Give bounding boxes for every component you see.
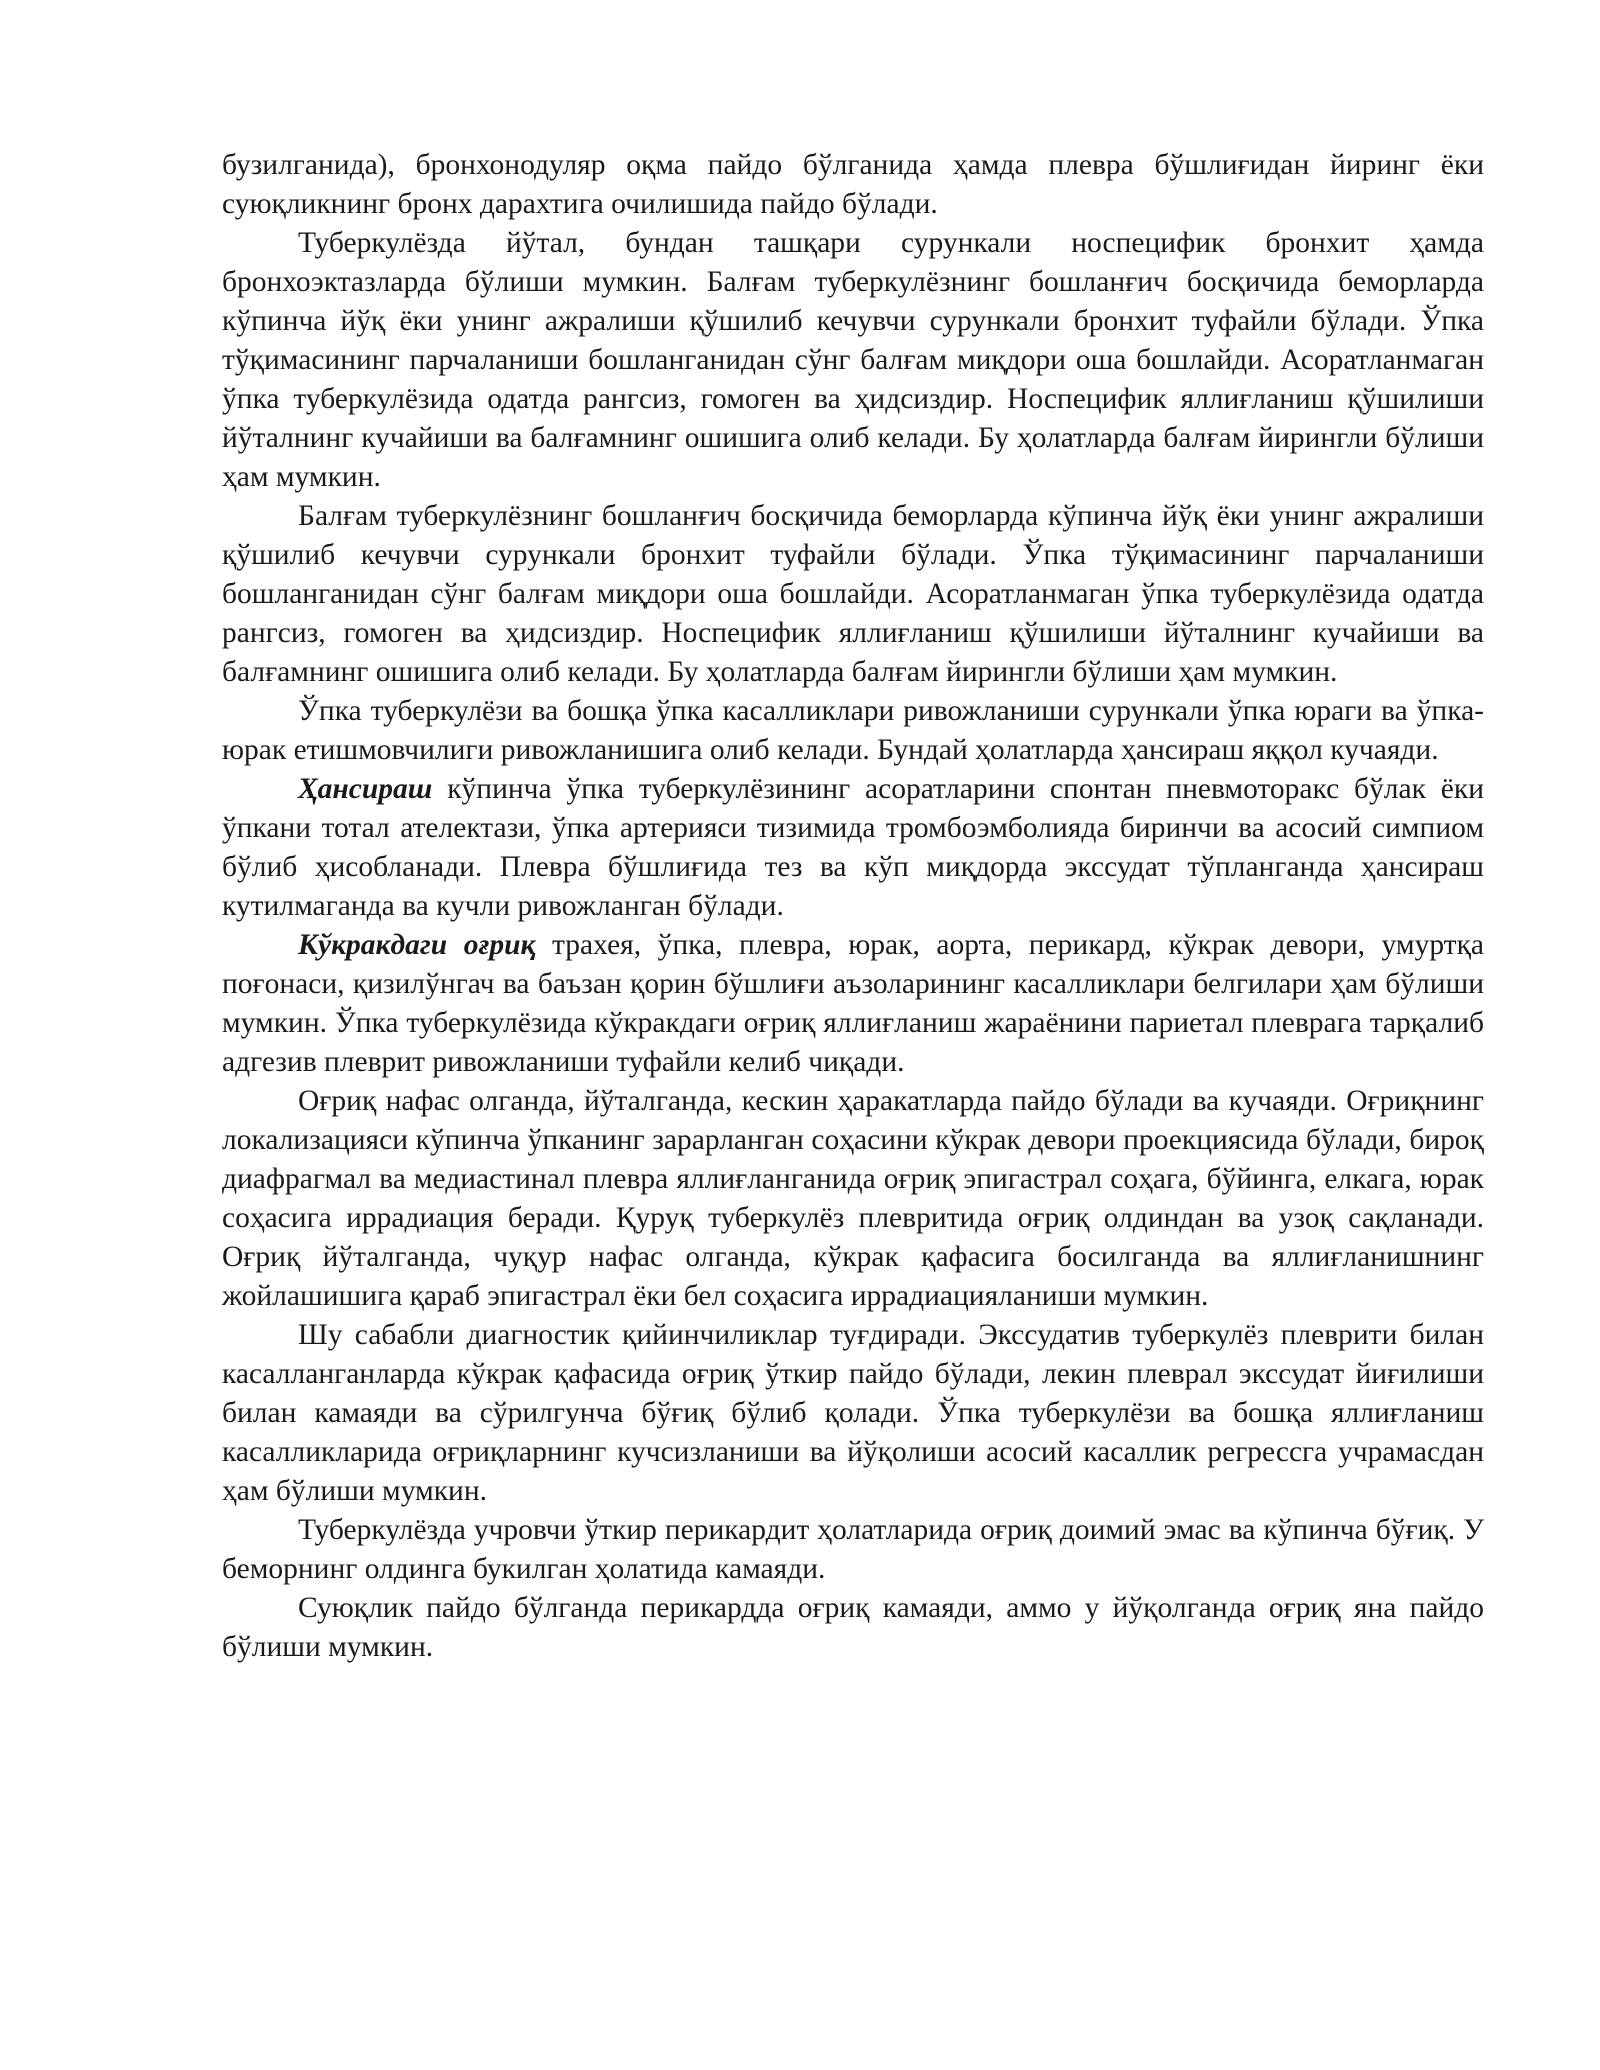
paragraph-text: бузилганида), бронхонодуляр оқма пайдо бўлганида ҳамда плевра бўшлиғидан йиринг ёки суюқликнинг бронх дарахтига очилишида пайдо бўлади. bbox=[222, 149, 1484, 220]
term-heading: Ҳансираш bbox=[298, 773, 433, 805]
paragraph-text: Туберкулёзда йўтал, бундан ташқари сурункали носпецифик бронхит ҳамда бронхоэктазларда бўлиши мумкин. Балғам туберкулёзнинг бошланғич босқичида беморларда кўпинча йўқ ёки унинг ажралиши қўшилиб кечувчи сурункали бронхит туфайли бўлади. Ўпка тўқимасининг парчаланиши бошланганидан сўнг балғам миқдори оша бошлайди. Асоратланмаган ўпка туберкулёзида одатда рангсиз, гомоген ва ҳидсиздир. Носпецифик яллиғланиш қўшилиши йўталнинг кучайиши ва балғамнинг ошишига олиб келади. Бу ҳолатларда балғам йирингли бўлиши ҳам мумкин. bbox=[222, 227, 1484, 493]
paragraph-text: Ўпка туберкулёзи ва бошқа ўпка касалликлари ривожланиши сурункали ўпка юраги ва ўпка-юрак етишмовчилиги ривожланишига олиб келади. Бундай ҳолатларда ҳансираш яққол кучаяди. bbox=[222, 695, 1484, 766]
document-page bbox=[222, 146, 1484, 1667]
paragraph bbox=[222, 224, 1484, 497]
paragraph-text: Суюқлик пайдо бўлганда перикардда оғриқ камаяди, аммо у йўқолганда оғриқ яна пайдо бўлиши мумкин. bbox=[222, 1592, 1484, 1663]
paragraph bbox=[222, 497, 1484, 692]
paragraph bbox=[222, 1589, 1484, 1667]
paragraph-text: Туберкулёзда учровчи ўткир перикардит ҳолатларида оғриқ доимий эмас ва кўпинча бўғиқ. У беморнинг олдинга букилган ҳолатида камаяди. bbox=[222, 1514, 1484, 1585]
paragraph-text: Шу сабабли диагностик қийинчиликлар туғдиради. Экссудатив туберкулёз плеврити билан касалланганларда кўкрак қафасида оғриқ ўткир пайдо бўлади, лекин плеврал экссудат йиғилиши билан камаяди ва сўрилгунча бўғиқ бўлиб қолади. Ўпка туберкулёзи ва бошқа яллиғланиш касалликларида оғриқларнинг кучсизланиши ва йўқолиши асосий касаллик регрессга учрамасдан ҳам бўлиши мумкин. bbox=[222, 1319, 1484, 1507]
term-heading: Кўкракдаги оғриқ bbox=[298, 929, 536, 961]
paragraph bbox=[222, 770, 1484, 926]
paragraph-text: Балғам туберкулёзнинг бошланғич босқичида беморларда кўпинча йўқ ёки унинг ажралиши қўшилиб кечувчи сурункали бронхит туфайли бўлади. Ўпка тўқимасининг парчаланиши бошланганидан сўнг балғам миқдори оша бошлайди. Асоратланмаган ўпка туберкулёзида одатда рангсиз, гомоген ва ҳидсиздир. Носпецифик яллиғланиш қўшилиши йўталнинг кучайиши ва балғамнинг ошишига олиб келади. Бу ҳолатларда балғам йирингли бўлиши ҳам мумкин. bbox=[222, 500, 1484, 688]
paragraph bbox=[222, 926, 1484, 1082]
paragraph-text: трахея, ўпка, плевра, юрак, аорта, перикард, кўкрак девори, умуртқа поғонаси, қизилўнгач ва баъзан қорин бўшлиғи аъзоларининг касалликлари белгилари ҳам бўлиши мумкин. Ўпка туберкулёзида кўкракдаги оғриқ яллиғланиш жараёнини париетал плеврага тарқалиб адгезив плеврит ривожланиши туфайли келиб чиқади. bbox=[222, 929, 1484, 1078]
paragraph bbox=[222, 1316, 1484, 1511]
paragraph bbox=[222, 146, 1484, 224]
paragraph bbox=[222, 1511, 1484, 1589]
paragraph-text: кўпинча ўпка туберкулёзининг асоратларини спонтан пневмоторакс бўлак ёки ўпкани тотал ателектази, ўпка артерияси тизимида тромбоэмболияда биринчи ва асосий симпиом бўлиб ҳисобланади. Плевра бўшлиғида тез ва кўп миқдорда экссудат тўпланганда ҳансираш кутилмаганда ва кучли ривожланган бўлади. bbox=[222, 773, 1484, 922]
paragraph-text: Оғриқ нафас олганда, йўталганда, кескин ҳаракатларда пайдо бўлади ва кучаяди. Оғриқнинг локализацияси кўпинча ўпканинг зарарланган соҳасини кўкрак девори проекциясида бўлади, бироқ диафрагмал ва медиастинал плевра яллиғланганида оғриқ эпигастрал соҳага, бўйинга, елкага, юрак соҳасига иррадиация беради. Қуруқ туберкулёз плевритида оғриқ олдиндан ва узоқ сақланади. Оғриқ йўталганда, чуқур нафас олганда, кўкрак қафасига босилганда ва яллиғланишнинг жойлашишига қараб эпигастрал ёки бел соҳасига иррадиацияланиши мумкин. bbox=[222, 1085, 1484, 1312]
paragraph bbox=[222, 692, 1484, 770]
paragraph bbox=[222, 1082, 1484, 1316]
